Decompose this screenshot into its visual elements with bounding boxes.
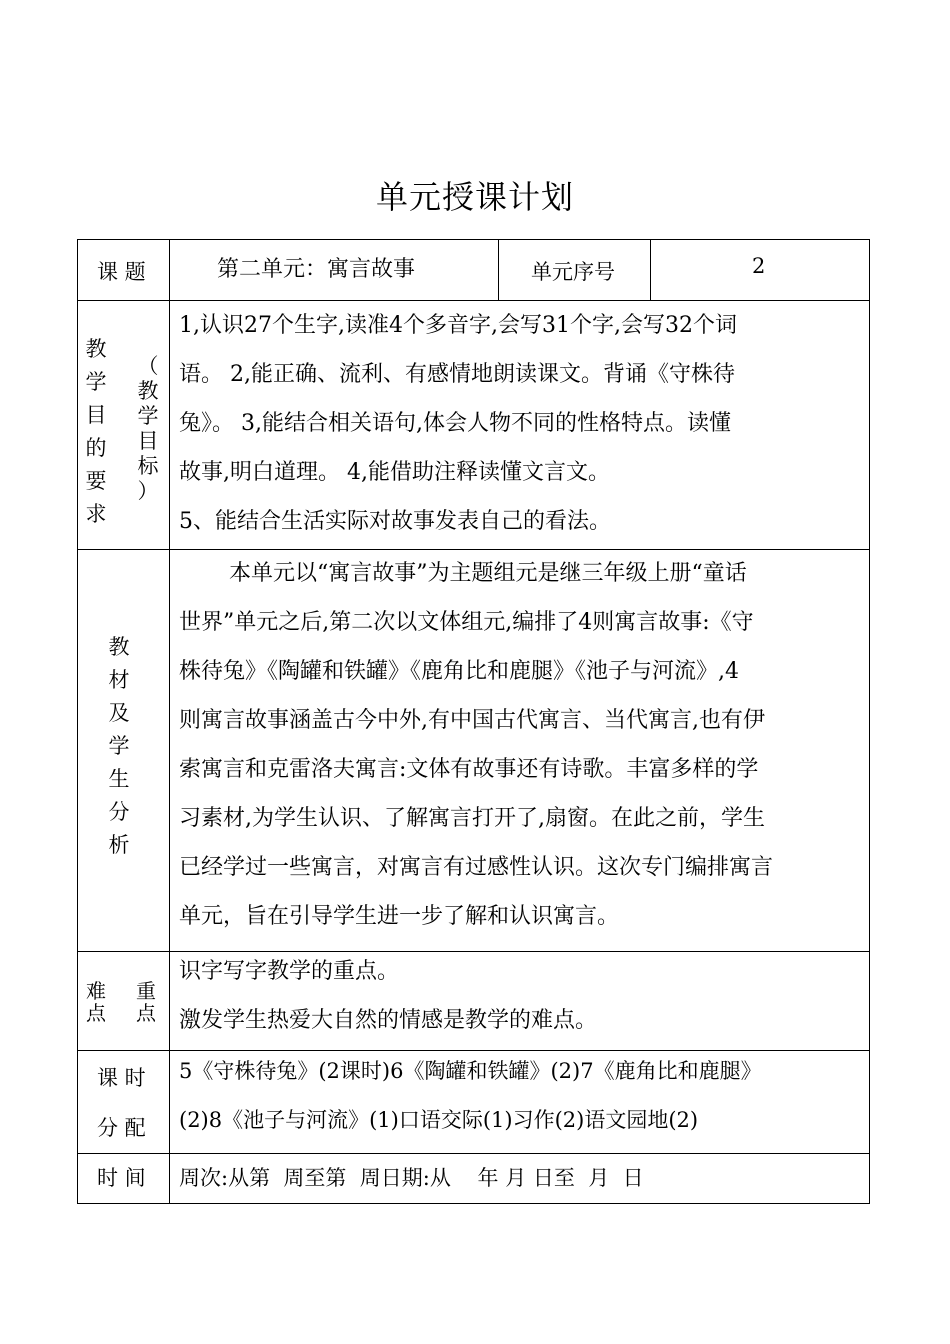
goals-label-sub: （ 教 学 目 标 ） — [137, 354, 159, 503]
goals-line: 1,认识27个生字,读准4个多音字,会写31个字,会写32个词 — [179, 313, 737, 338]
analysis-line: 习素材,为学生认识、了解寓言打开了,扇窗。在此之前，学生 — [179, 806, 765, 831]
analysis-label: 教 材 及 学 生 分 析 — [108, 635, 130, 857]
analysis-line: 世界”单元之后,第二次以文体组元,编排了4则寓言故事:《守 — [179, 610, 754, 635]
schedule-line: (2)8《池子与河流》(1)口语交际(1)习作(2)语文园地(2) — [179, 1108, 699, 1132]
schedule-text — [179, 1047, 762, 1145]
row-divider — [77, 1153, 870, 1154]
time-value: 周次:从第 周至第 周日期:从 年 月 日至 月 日 — [179, 1166, 644, 1190]
column-divider — [498, 239, 499, 300]
keypoints-line: 识字写字教学的重点。 — [179, 959, 400, 984]
goals-line: 兔》。 3,能结合相关语句,体会人物不同的性格特点。读懂 — [179, 411, 731, 436]
keypoints-label-nan: 难 — [86, 979, 106, 1003]
schedule-line: 5《守株待兔》(2课时)6《陶罐和铁罐》(2)7《鹿角比和鹿腿》 — [179, 1059, 762, 1083]
goals-text — [179, 301, 737, 546]
time-label: 时 间 — [97, 1166, 146, 1190]
unit-seq-value: 2 — [752, 254, 766, 278]
keypoints-line: 激发学生热爱大自然的情感是教学的难点。 — [179, 1008, 598, 1033]
column-divider — [650, 239, 651, 300]
keypoints-label-dian: 点 — [136, 1001, 156, 1025]
goals-line: 5、能结合生活实际对故事发表自己的看法。 — [179, 509, 611, 534]
unit-seq-label: 单元序号 — [531, 260, 615, 284]
topic-value: 第二单元：寓言故事 — [217, 257, 416, 282]
topic-label: 课 题 — [97, 260, 146, 284]
analysis-line: 单元，旨在引导学生进一步了解和认识寓言。 — [179, 904, 620, 929]
analysis-line: 株待兔》《陶罐和铁罐》《鹿角比和鹿腿》《池子与河流》,4 — [179, 659, 739, 684]
keypoints-label-zhong: 重 — [136, 979, 156, 1003]
column-divider — [169, 239, 170, 1204]
page-title: 单元授课计划 — [375, 178, 574, 216]
goals-line: 故事,明白道理。 4,能借助注释读懂文言文。 — [179, 460, 610, 485]
analysis-line: 本单元以“寓言故事”为主题组元是继三年级上册“童话 — [229, 561, 747, 586]
keypoints-text — [179, 947, 597, 1045]
goals-label-main: 教 学 目 的 要 求 — [85, 337, 107, 526]
analysis-text — [179, 549, 773, 941]
schedule-label: 分 配 — [97, 1116, 146, 1140]
goals-line: 语。 2,能正确、流利、有感情地朗读课文。背诵《守株待 — [179, 362, 735, 387]
analysis-line: 索寓言和克雷洛夫寓言:文体有故事还有诗歌。丰富多样的学 — [179, 757, 759, 782]
analysis-line: 则寓言故事涵盖古今中外,有中国古代寓言、当代寓言,也有伊 — [179, 708, 765, 733]
keypoints-label-dian: 点 — [86, 1001, 106, 1025]
analysis-line: 已经学过一些寓言，对寓言有过感性认识。这次专门编排寓言 — [179, 855, 774, 880]
schedule-label: 课 时 — [97, 1066, 146, 1090]
